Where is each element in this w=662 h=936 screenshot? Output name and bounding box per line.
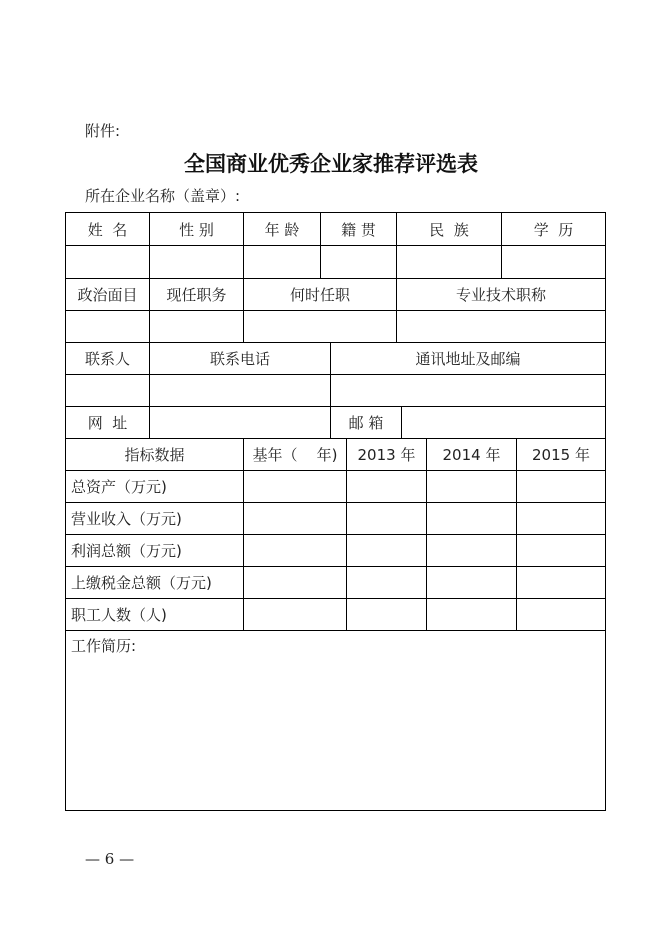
cell-2013[interactable] [346, 599, 426, 630]
header-political-status: 政治面目 [77, 286, 138, 304]
education-field[interactable] [501, 246, 605, 278]
contact-header-row [65, 342, 606, 374]
header-ethnicity: 民 族 [396, 213, 501, 245]
indicator-label: 上缴税金总额（万元) [71, 574, 212, 592]
contact-input-row [65, 374, 606, 406]
base-year-cell[interactable] [243, 535, 346, 566]
indicator-label: 总资产（万元) [71, 478, 167, 496]
basic-info-header-row [65, 212, 606, 245]
cell-2014[interactable] [426, 535, 516, 566]
header-indicator: 指标数据 [124, 446, 185, 464]
indicator-row [65, 566, 606, 598]
header-current-position: 现任职务 [149, 279, 243, 310]
header-contact-person: 联系人 [84, 350, 130, 368]
professional-title-field[interactable] [396, 311, 605, 342]
cell-2015[interactable] [516, 567, 605, 598]
page-number: — 6 — [85, 850, 135, 868]
name-field[interactable] [66, 246, 149, 278]
cell-2015[interactable] [516, 535, 605, 566]
header-2015: 2015 年 [516, 439, 605, 470]
work-history-row [65, 630, 606, 811]
work-history-label: 工作简历: [71, 637, 137, 655]
indicator-label: 利润总额（万元) [71, 542, 182, 560]
header-gender: 性 别 [149, 213, 243, 245]
header-education: 学 历 [501, 213, 605, 245]
company-name-label: 所在企业名称（盖章）: [85, 187, 241, 205]
cell-2013[interactable] [346, 471, 426, 502]
cell-2014[interactable] [426, 599, 516, 630]
header-base-year: 基年（ 年) [243, 439, 346, 470]
current-position-field[interactable] [149, 311, 243, 342]
cell-2015[interactable] [516, 599, 605, 630]
base-year-cell[interactable] [243, 567, 346, 598]
political-status-field[interactable] [66, 311, 149, 342]
ethnicity-field[interactable] [396, 246, 501, 278]
attachment-label: 附件: [85, 122, 121, 140]
cell-2014[interactable] [426, 503, 516, 534]
email-field[interactable] [401, 407, 605, 438]
indicator-row [65, 470, 606, 502]
indicator-header-row [65, 438, 606, 470]
header-appointment-date: 何时任职 [243, 279, 396, 310]
page-title: 全国商业优秀企业家推荐评选表 [184, 152, 478, 176]
cell-2013[interactable] [346, 567, 426, 598]
cell-2014[interactable] [426, 471, 516, 502]
header-2013: 2013 年 [346, 439, 426, 470]
header-2014: 2014 年 [426, 439, 516, 470]
contact-phone-field[interactable] [149, 375, 330, 406]
web-email-row [65, 406, 606, 438]
website-field[interactable] [149, 407, 330, 438]
base-year-cell[interactable] [243, 599, 346, 630]
basic-info-input-row [65, 245, 606, 278]
position-input-row [65, 310, 606, 342]
cell-2013[interactable] [346, 503, 426, 534]
cell-2015[interactable] [516, 471, 605, 502]
origin-field[interactable] [320, 246, 396, 278]
indicator-row [65, 534, 606, 566]
contact-person-field[interactable] [66, 375, 149, 406]
cell-2015[interactable] [516, 503, 605, 534]
email-label: 邮 箱 [330, 407, 401, 438]
base-year-cell[interactable] [243, 503, 346, 534]
indicator-row [65, 598, 606, 630]
indicator-label: 职工人数（人) [71, 606, 167, 624]
header-name: 姓 名 [87, 220, 128, 239]
gender-field[interactable] [149, 246, 243, 278]
age-field[interactable] [243, 246, 320, 278]
appointment-date-field[interactable] [243, 311, 396, 342]
website-label: 网 址 [87, 414, 128, 432]
header-contact-phone: 联系电话 [149, 343, 330, 374]
position-header-row [65, 278, 606, 310]
address-postcode-field[interactable] [330, 375, 605, 406]
header-origin: 籍 贯 [320, 213, 396, 245]
recommendation-form-table [65, 212, 606, 811]
cell-2013[interactable] [346, 535, 426, 566]
work-history-field[interactable] [66, 631, 605, 810]
cell-2014[interactable] [426, 567, 516, 598]
header-address-postcode: 通讯地址及邮编 [330, 343, 605, 374]
header-professional-title: 专业技术职称 [396, 279, 605, 310]
indicator-row [65, 502, 606, 534]
indicator-label: 营业收入（万元) [71, 510, 182, 528]
header-age: 年 龄 [243, 213, 320, 245]
base-year-cell[interactable] [243, 471, 346, 502]
